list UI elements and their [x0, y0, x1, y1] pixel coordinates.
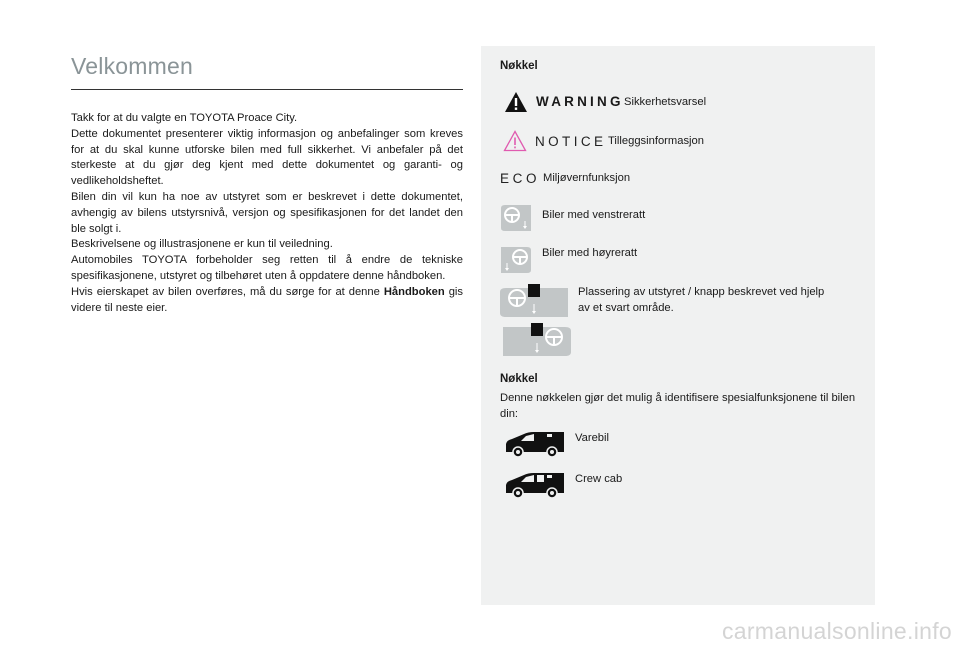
key-panel — [481, 46, 875, 605]
transfer-text-end: gis videre til neste eier. — [71, 285, 463, 314]
equipment-location-rhd-icon — [503, 323, 571, 356]
page-title: Velkommen — [71, 53, 193, 79]
key-heading: Nøkkel — [500, 60, 538, 72]
intro-paragraph: Dette dokumentet presenterer viktig informasjon og anbefalinger som kreves for at du skal kunne utforske bilen med full sikkerhet. Vi anbefaler på det sterkeste at du gjør deg kjent med dette dokumentet og garanti- og vedlikeholdsheftet. — [71, 127, 463, 188]
notice-label: Tilleggsinformasjon — [608, 135, 704, 147]
lhd-label: Biler med venstreratt — [542, 209, 646, 221]
eco-label: Miljøvernfunksjon — [543, 172, 631, 184]
manual-name: Håndboken — [383, 285, 445, 298]
warning-word: WARNING — [536, 94, 624, 109]
key-description: Denne nøkkelen gjør det mulig å identifisere spesialfunksjonene til bilen din: — [500, 392, 856, 420]
welcome-section — [71, 52, 463, 316]
left-hand-drive-icon — [501, 205, 531, 231]
intro-paragraph: Takk for at du valgte en TOYOTA Proace City. — [71, 112, 298, 124]
key-heading-2: Nøkkel — [500, 373, 538, 385]
equipment-location-lhd-icon — [500, 284, 568, 317]
title-divider — [71, 89, 463, 90]
warning-label: Sikkerhetsvarsel — [624, 96, 707, 108]
watermark: carmanualsonline.info — [721, 618, 952, 644]
intro-text — [71, 111, 463, 316]
notice-word: NOTICE — [535, 134, 607, 149]
warning-icon — [504, 91, 528, 113]
van-icon — [504, 430, 566, 458]
transfer-text: Hvis eierskapet av bilen overføres, må du sørge for at denne — [71, 285, 384, 298]
intro-paragraph-transfer — [71, 285, 463, 317]
notice-icon — [503, 130, 527, 152]
rhd-label: Biler med høyreratt — [542, 247, 638, 259]
right-hand-drive-icon — [501, 247, 531, 273]
crew-cab-label: Crew cab — [575, 473, 623, 485]
crew-cab-icon — [504, 471, 566, 499]
intro-paragraph: Beskrivelsene og illustrasjonene er kun til veiledning. — [71, 238, 333, 251]
intro-paragraph: Automobiles TOYOTA forbeholder seg retten til å endre de tekniske spesifikasjonene, utstyret og tilbehøret uten å oppdatere denne håndboken. — [71, 254, 463, 282]
location-label: Plassering av utstyret / knapp beskrevet ved hjelp av et svart område. — [578, 286, 825, 314]
eco-word: ECO — [500, 171, 541, 186]
van-label: Varebil — [575, 432, 609, 444]
intro-paragraph: Bilen din vil kun ha noe av utstyret som er beskrevet i dette dokumentet, avhengig av bilens utstyrsnivå, versjon og spesifikasjonen for det landet den ble solgt i. — [71, 190, 463, 235]
